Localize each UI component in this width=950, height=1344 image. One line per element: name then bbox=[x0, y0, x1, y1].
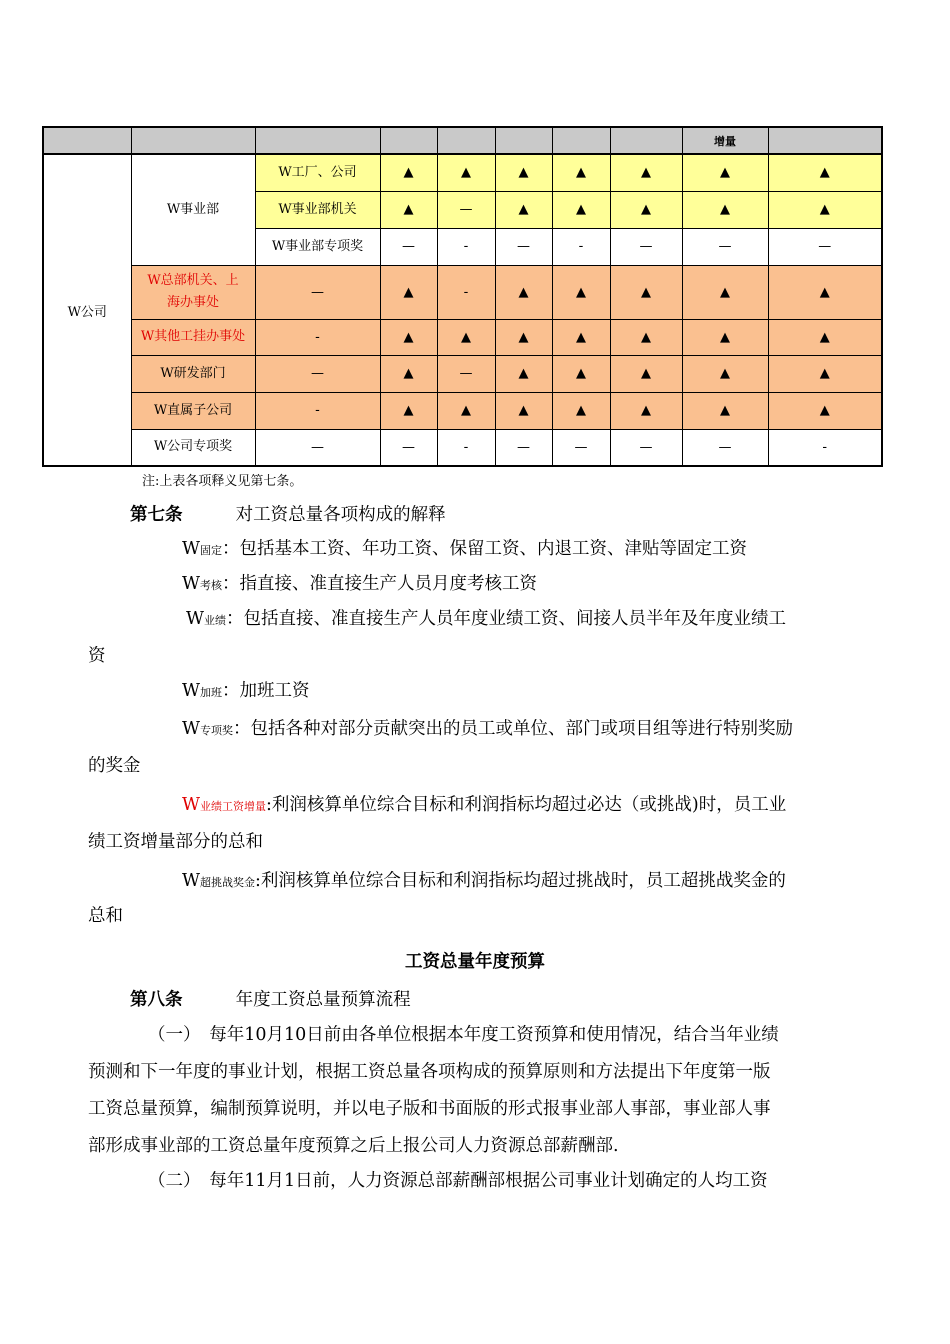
mark-cell: ▲ bbox=[437, 392, 495, 429]
mark-cell: - bbox=[552, 228, 610, 265]
mark-cell: ▲ bbox=[682, 154, 768, 191]
mark-cell: — bbox=[255, 355, 380, 392]
item-sub: 超挑战奖金 bbox=[200, 876, 255, 889]
mark-cell: ▲ bbox=[768, 392, 882, 429]
mark-cell: - bbox=[437, 265, 495, 319]
mark-cell: ▲ bbox=[682, 319, 768, 355]
table-row bbox=[43, 355, 882, 392]
paragraph-line: 预测和下一年度的事业计划，根据工资总量各项构成的预算原则和方法提出下年度第一版 bbox=[88, 1062, 771, 1082]
mark-cell: — bbox=[255, 265, 380, 319]
row-label: W总部机关、上海办事处 bbox=[131, 265, 255, 319]
mark-cell: ▲ bbox=[768, 154, 882, 191]
mark-cell: ▲ bbox=[768, 191, 882, 228]
mark-cell: ▲ bbox=[495, 265, 552, 319]
mark-cell: ▲ bbox=[610, 392, 682, 429]
item-overtime: W加班：加班工资 bbox=[182, 681, 310, 701]
item-cont: 资 bbox=[88, 646, 106, 666]
item-over-challenge: W超挑战奖金:利润核算单位综合目标和利润指标均超过挑战时，员工超挑战奖金的 bbox=[182, 871, 786, 891]
mark-cell: ▲ bbox=[610, 154, 682, 191]
item-text: 包括直接、准直接生产人员年度业绩工资、间接人员半年及年度业绩工 bbox=[243, 609, 786, 629]
wage-composition-table bbox=[42, 126, 883, 467]
paragraph-line: （一） 每年10月10日前由各单位根据本年度工资预算和使用情况，结合当年业绩 bbox=[148, 1025, 779, 1045]
item-text: 指直接、准直接生产人员月度考核工资 bbox=[239, 574, 537, 594]
mark-cell: ▲ bbox=[610, 319, 682, 355]
mark-cell: ▲ bbox=[610, 191, 682, 228]
mark-cell: ▲ bbox=[768, 319, 882, 355]
table-row bbox=[43, 154, 882, 191]
mark-cell: — bbox=[255, 429, 380, 466]
item-text: 利润核算单位综合目标和利润指标均超过必达（或挑战)时，员工业 bbox=[271, 795, 787, 815]
row-label: W公司专项奖 bbox=[131, 429, 255, 466]
mark-cell: ▲ bbox=[495, 392, 552, 429]
mark-cell: ▲ bbox=[495, 355, 552, 392]
mark-cell: — bbox=[682, 228, 768, 265]
item-assess: W考核：指直接、准直接生产人员月度考核工资 bbox=[182, 574, 537, 594]
mark-cell: — bbox=[380, 228, 437, 265]
row-label: W事业部专项奖 bbox=[255, 228, 380, 265]
item-sub: 业绩 bbox=[204, 614, 226, 627]
item-text: 加班工资 bbox=[239, 681, 310, 701]
item-cont: 的奖金 bbox=[88, 756, 141, 776]
article8-line bbox=[130, 990, 411, 1010]
mark-cell: ▲ bbox=[768, 265, 882, 319]
company-cell: W公司 bbox=[43, 154, 131, 466]
table-row bbox=[43, 319, 882, 355]
item-perf: W业绩：包括直接、准直接生产人员年度业绩工资、间接人员半年及年度业绩工 bbox=[186, 609, 786, 629]
mark-cell: ▲ bbox=[495, 191, 552, 228]
item-text: 包括基本工资、年功工资、保留工资、内退工资、津贴等固定工资 bbox=[239, 539, 747, 559]
mark-cell: ▲ bbox=[552, 319, 610, 355]
mark-cell: — bbox=[610, 228, 682, 265]
item-sub: 专项奖 bbox=[200, 724, 233, 737]
mark-cell: - bbox=[437, 228, 495, 265]
mark-cell: ▲ bbox=[552, 355, 610, 392]
mark-cell: — bbox=[682, 429, 768, 466]
mark-cell: — bbox=[768, 228, 882, 265]
mark-cell: ▲ bbox=[380, 319, 437, 355]
mark-cell: ▲ bbox=[682, 191, 768, 228]
mark-cell: ▲ bbox=[495, 319, 552, 355]
mark-cell: ▲ bbox=[380, 191, 437, 228]
item-sub: 加班 bbox=[200, 686, 222, 699]
paragraph-line: （二） 每年11月1日前，人力资源总部薪酬部根据公司事业计划确定的人均工资 bbox=[148, 1171, 768, 1191]
mark-cell: ▲ bbox=[552, 154, 610, 191]
item-sub: 考核 bbox=[200, 579, 222, 592]
table-row bbox=[43, 265, 882, 319]
mark-cell: ▲ bbox=[437, 319, 495, 355]
table-row bbox=[43, 392, 882, 429]
article7-heading: 对工资总量各项构成的解释 bbox=[235, 505, 446, 525]
paragraph-line: 工资总量预算，编制预算说明，并以电子版和书面版的形式报事业部人事部，事业部人事 bbox=[88, 1099, 771, 1119]
table-header-row bbox=[43, 127, 882, 154]
item-special: W专项奖：包括各种对部分贡献突出的员工或单位、部门或项目组等进行特别奖励 bbox=[182, 719, 793, 739]
mark-cell: ▲ bbox=[682, 265, 768, 319]
item-sub: 业绩工资增量 bbox=[200, 800, 266, 813]
mark-cell: ▲ bbox=[380, 154, 437, 191]
row-label: W事业部机关 bbox=[255, 191, 380, 228]
mark-cell: — bbox=[610, 429, 682, 466]
item-text: 包括各种对部分贡献突出的员工或单位、部门或项目组等进行特别奖励 bbox=[250, 719, 793, 739]
article8-title: 第八条 bbox=[130, 990, 183, 1010]
mark-cell: — bbox=[437, 191, 495, 228]
mark-cell: ▲ bbox=[552, 265, 610, 319]
mark-cell: - bbox=[255, 392, 380, 429]
item-text: 利润核算单位综合目标和利润指标均超过挑战时，员工超挑战奖金的 bbox=[260, 871, 786, 891]
item-cont: 总和 bbox=[88, 906, 123, 926]
mark-cell: — bbox=[437, 355, 495, 392]
mark-cell: ▲ bbox=[610, 355, 682, 392]
mark-cell: ▲ bbox=[768, 355, 882, 392]
mark-cell: ▲ bbox=[610, 265, 682, 319]
mark-cell: — bbox=[552, 429, 610, 466]
item-sub: 固定 bbox=[200, 544, 222, 557]
row-label: W其他工挂办事处 bbox=[131, 319, 255, 355]
mark-cell: ▲ bbox=[437, 154, 495, 191]
section-title: 工资总量年度预算 bbox=[405, 952, 545, 972]
row-label: W研发部门 bbox=[131, 355, 255, 392]
item-perf-increment: W业绩工资增量:利润核算单位综合目标和利润指标均超过必达（或挑战)时，员工业 bbox=[182, 795, 787, 815]
mark-cell: ▲ bbox=[380, 265, 437, 319]
mark-cell: - bbox=[255, 319, 380, 355]
header-increment: 增量 bbox=[682, 127, 768, 154]
mark-cell: — bbox=[495, 228, 552, 265]
article7-title: 第七条 bbox=[130, 505, 183, 525]
mark-cell: — bbox=[495, 429, 552, 466]
mark-cell: ▲ bbox=[380, 392, 437, 429]
article7-line bbox=[130, 505, 446, 525]
mark-cell: ▲ bbox=[682, 392, 768, 429]
mark-cell: ▲ bbox=[380, 355, 437, 392]
division-cell: W事业部 bbox=[131, 154, 255, 265]
mark-cell: ▲ bbox=[552, 392, 610, 429]
mark-cell: ▲ bbox=[552, 191, 610, 228]
row-label: W工厂、公司 bbox=[255, 154, 380, 191]
table-row bbox=[43, 429, 882, 466]
paragraph-line: 部形成事业部的工资总量年度预算之后上报公司人力资源总部薪酬部. bbox=[88, 1136, 619, 1156]
item-fixed: W固定：包括基本工资、年功工资、保留工资、内退工资、津贴等固定工资 bbox=[182, 539, 747, 559]
mark-cell: ▲ bbox=[682, 355, 768, 392]
mark-cell: ▲ bbox=[495, 154, 552, 191]
article8-heading: 年度工资总量预算流程 bbox=[235, 990, 411, 1010]
mark-cell: - bbox=[437, 429, 495, 466]
mark-cell: — bbox=[380, 429, 437, 466]
table-note: 注:上表各项释义见第七条。 bbox=[142, 474, 303, 489]
item-cont: 绩工资增量部分的总和 bbox=[88, 832, 263, 852]
mark-cell: - bbox=[768, 429, 882, 466]
row-label: W直属子公司 bbox=[131, 392, 255, 429]
